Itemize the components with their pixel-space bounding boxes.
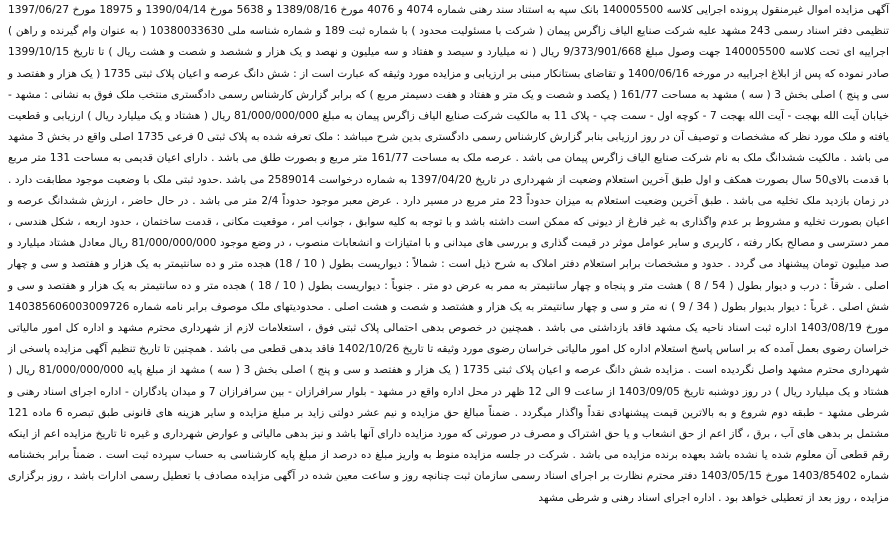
auction-notice-text: آگهی مزایده اموال غیرمنقول پرونده اجرایی کلاسه 140005500 بانک سپه به استناد سند رهنی شماره 4074 و 4076 مورخ 1389/08/16 و 5638 مورخ 1390/04/14 و 18975 مورخ 1397/06/27 تنظیمی دفتر اسناد رسمی 243 مشهد علیه شرکت صنایع الیاف زاگرس پیمان ( شرکت با مسئولیت محدود ) با شماره ثبت 189 و شماره شناسه ملی 10380033630 ( به عنوان وام گیرنده و راهن ) اجراییه ای تحت کلاسه 140005500 جهت وصول مبلغ 9/373/901/668 ریال ( نه میلیارد و سیصد و هفتاد و سه میلیون و نهصد و یک هزار و ششصد و شصت و هشت ریال ) تا تاریخ 1399/10/15 صادر نموده که پس از ابلاغ اجراییه در مورخه 1400/06/16 و تقاضای بستانکار مبنی بر ارزیابی و مزایده مورد وثیقه که عبارت است از : شش دانگ عرصه و اعیان پلاک ثبتی 1735 ( یک هزار و هفتصد و سی و پنج ) اصلی بخش 3 ( سه ) مشهد به مساحت 161/77 ( یکصد و شصت و یک متر و هفتاد و هفت دسیمتر مربع ) که برابر گزارش کارشناس رسمی دادگستری منتخب ملک فوق به نشانی : مشهد - خیابان آیت الله بهجت - آیت الله بهجت 7 - کوچه اول - سمت چپ - پلاک 11 به مالکیت شرکت صنایع الیاف زاگرس پیمان به مبلغ 81/000/000/000 ریال ( هشتاد و یک میلیارد ریال ) ارزیابی و قطعیت یافته و ملک مورد نظر که مشخصات و توصیف آن در روز ارزیابی بنابر گزارش کارشناس رسمی دادگستری بدین شرح میباشد : ملک تعرفه شده به پلاک ثبتی 0 فرعی 1735 اصلی واقع در بخش 3 مشهد می باشد . مالکیت ششدانگ ملک به نام شرکت صنایع الیاف زاگرس پیمان می باشد . عرصه ملک به مساحت 161/77 متر مربع و بصورت طلق می باشد . دارای اعیان قدیمی به مساحت 131 متر مربع با قدمت بالای50 سال بصورت همکف و اول طبق آخرین استعلام وضعیت از شهرداری در تاریخ 1397/04/20 به شماره درخواست 2589014 می باشد .حدود ثبتی ملک با وضعیت موجود مطابقت دارد . در زمان بازدید ملک تخلیه می باشد . طبق آخرین وضعیت استعلام به میزان حدوداً 23 متر مربع در مسیر دارد . عرض معبر موجود حدوداً 2/4 متر می باشد . در حال حاضر ، ارزش ششدانگ عرصه و اعیان بصورت تخلیه و مشروط بر عدم واگذاری به غیر فارغ از دیونی که ممکن است داشته باشد و با توجه به کلیه سوابق ، جوانب امر ، موقعیت مکانی ، قدمت ساختمان ، حدود اربعه ، شکل هندسی ، ممر دسترسی و مصالح بکار رفته ، کاربری و سایر عوامل موثر در قیمت گذاری و بررسی های میدانی و با امتیازات و انشعابات منصوب ، در وضع موجود 81/000/000/000 ریال معادل هشتاد میلیارد و صد میلیون تومان پیشنهاد می گردد . حدود و مشخصات برابر استعلام دفتر املاک به شرح ذیل است : شمالاً : دیواریست بطول ( 10 / 18) هجده متر و ده سانتیمتر به یک هزار و هفتصد و سی و چهار اصلی . شرقاً : درب و دیوار بطول ( 54 / 8 ) هشت متر و پنجاه و چهار سانتیمتر به ممر به عرض دو متر . جنوباً : دیواریست بطول ( 10 / 18 ) هجده متر و ده سانتیمتر به یک هزار و هفتصد و سی و شش اصلی . غرباً : دیوار بدیوار بطول ( 34 / 9 ) نه متر و سی و چهار سانتیمتر به یک هزار و هشتصد و شصت و هشت اصلی . محدودیتهای ملک موصوف برابر نامه شماره 140385606003009726 مورخ 1403/08/19 اداره ثبت اسناد ناحیه یک مشهد فاقد بازداشتی می باشد . همچنین در خصوص بدهی احتمالی پلاک ثبتی فوق ، استعلامات لازم از شهرداری محترم مشهد و اداره کل امور مالیاتی خراسان رضوی بعمل آمده که بر اساس پاسخ استعلام اداره کل امور مالیاتی خراسان رضوی مورد وثیقه تا تاریخ 1402/10/26 فاقد بدهی قطعی می باشد . همچنین تا تاریخ تنظیم آگهی مزایده پاسخی از شهرداری محترم مشهد واصل نگردیده است . مزایده شش دانگ عرصه و اعیان پلاک ثبتی 1735 ( یک هزار و هفتصد و سی و پنج ) اصلی بخش 3 ( سه ) مشهد از مبلغ پایه 81/000/000/000 ریال ( هشتاد و یک میلیارد ریال ) در روز دوشنبه تاریخ 1403/09/05 از ساعت 9 الی 12 ظهر در محل اداره واقع در مشهد - بلوار سرافرازان - بین سرافرازان 7 و میدان یادگاران - اداره اجرای اسناد رهنی و شرطی مشهد - طبقه دوم شروع و به بالاترین قیمت پیشنهادی نقداً واگذار میگردد . ضمناً مبالغ حق مزایده و نیم عشر دولتی زاید بر مبلغ مزایده و سایر هزینه های قانونی طبق تبصره 6 ماده 121 مشتمل بر بدهی های آب ، برق ، گاز اعم از حق انشعاب و یا حق اشتراک و مصرف در صورتی که مورد مزایده دارای آنها باشد و نیز بدهی مالیاتی و عوارض شهرداری و غیره تا تاریخ مزایده اعم از اینکه رقم قطعی آن معلوم شده یا نشده باشد بعهده برنده مزایده می باشد . شرکت در جلسه مزایده منوط به واریز مبلغ ده درصد از مبلغ پایه کارشناسی به حساب سپرده ثبت است . ضمناً برابر بخشنامه شماره 1403/85402 مورخ 1403/05/15 دفتر محترم نظارت بر اجرای اسناد رسمی سازمان ثبت چنانچه روز و ساعت معین شده در آگهی مزایده مصادف با تعطیل رسمی ادارات باشد ، روز برگزاری مزایده ، روز بعد از تعطیلی خواهد بود . اداره اجرای اسناد رهنی و شرطی مشهد xyxy=(8,4,890,504)
